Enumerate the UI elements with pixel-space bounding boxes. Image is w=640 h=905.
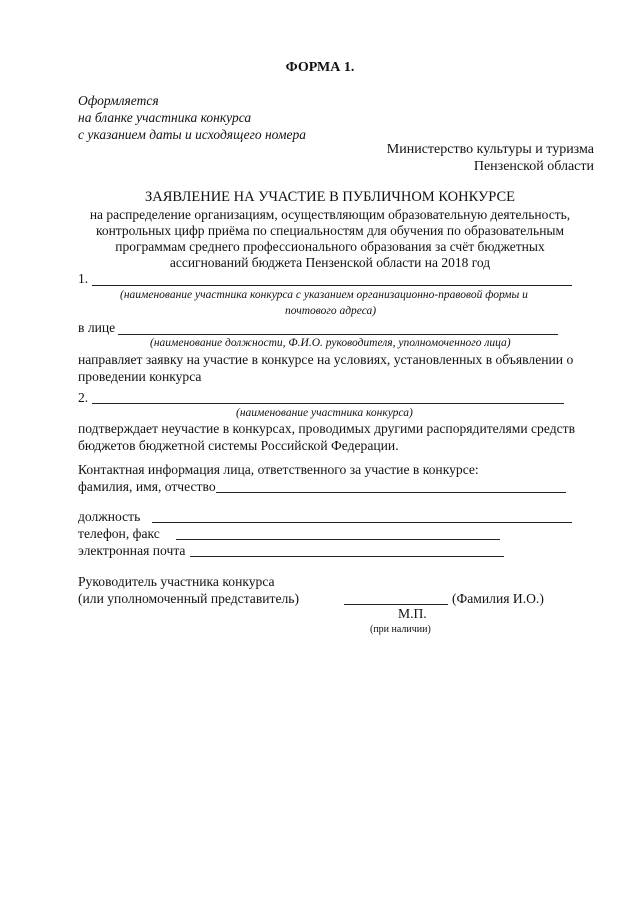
face-hint: (наименование должности, Ф.И.О. руководителя, уполномоченного лица) xyxy=(150,337,511,349)
position-field[interactable] xyxy=(152,522,572,523)
email-label: электронная почта xyxy=(78,543,186,558)
position-label: должность xyxy=(78,509,141,524)
participant2-name-field[interactable] xyxy=(92,403,564,404)
item1-hint-line-1: (наименование участника конкурса с указанием организационно-правовой формы и xyxy=(120,289,528,301)
name-hint: (Фамилия И.О.) xyxy=(452,591,544,606)
signature-line-2: (или уполномоченный представитель) xyxy=(78,591,300,606)
subheading-line-2: контрольных цифр приёма по специальностям для обучения по образовательным xyxy=(95,223,565,238)
full-name-field[interactable] xyxy=(216,492,566,493)
addressee-line-2: Пензенской области xyxy=(473,159,594,174)
stamp-label: М.П. xyxy=(398,606,427,621)
note-line-2: на бланке участника конкурса xyxy=(78,110,252,125)
item2-text-line-1: подтверждает неучастие в конкурсах, проводимых другими распорядителями средств xyxy=(78,421,576,436)
contact-heading: Контактная информация лица, ответственного за участие в конкурсе: xyxy=(78,462,479,477)
signature-field[interactable] xyxy=(344,604,448,605)
item1-text-line-2: проведении конкурса xyxy=(78,369,202,384)
addressee-line-1: Министерство культуры и туризма xyxy=(386,142,594,157)
item1-hint-line-2: почтового адреса) xyxy=(285,305,377,317)
stamp-note: (при наличии) xyxy=(370,624,431,635)
subheading-line-3: программам среднего профессионального образования за счёт бюджетных xyxy=(115,239,545,254)
document-heading: ЗАЯВЛЕНИЕ НА УЧАСТИЕ В ПУБЛИЧНОМ КОНКУРСЕ xyxy=(145,189,515,205)
note-line-1: Оформляется xyxy=(78,93,159,108)
item1-text-line-1: направляет заявку на участие в конкурсе на условиях, установленных в объявлении о xyxy=(78,352,574,367)
representative-field[interactable] xyxy=(118,334,558,335)
phone-label: телефон, факс xyxy=(78,526,160,541)
item2-number: 2. xyxy=(78,390,89,405)
email-field[interactable] xyxy=(190,556,504,557)
item2-hint: (наименование участника конкурса) xyxy=(236,407,413,419)
phone-field[interactable] xyxy=(176,539,500,540)
item1-number: 1. xyxy=(78,271,89,286)
face-label: в лице xyxy=(78,320,116,335)
name-label: фамилия, имя, отчество xyxy=(78,479,216,494)
note-line-3: с указанием даты и исходящего номера xyxy=(78,127,307,142)
subheading-line-4: ассигнований бюджета Пензенской области на 2018 год xyxy=(169,255,491,270)
item2-text-line-2: бюджетов бюджетной системы Российской Федерации. xyxy=(78,438,399,453)
subheading-line-1: на распределение организациям, осуществляющим образовательную деятельность, xyxy=(89,207,571,222)
participant-name-field[interactable] xyxy=(92,285,572,286)
form-label: ФОРМА 1. xyxy=(285,60,355,75)
signature-line-1: Руководитель участника конкурса xyxy=(78,574,275,589)
